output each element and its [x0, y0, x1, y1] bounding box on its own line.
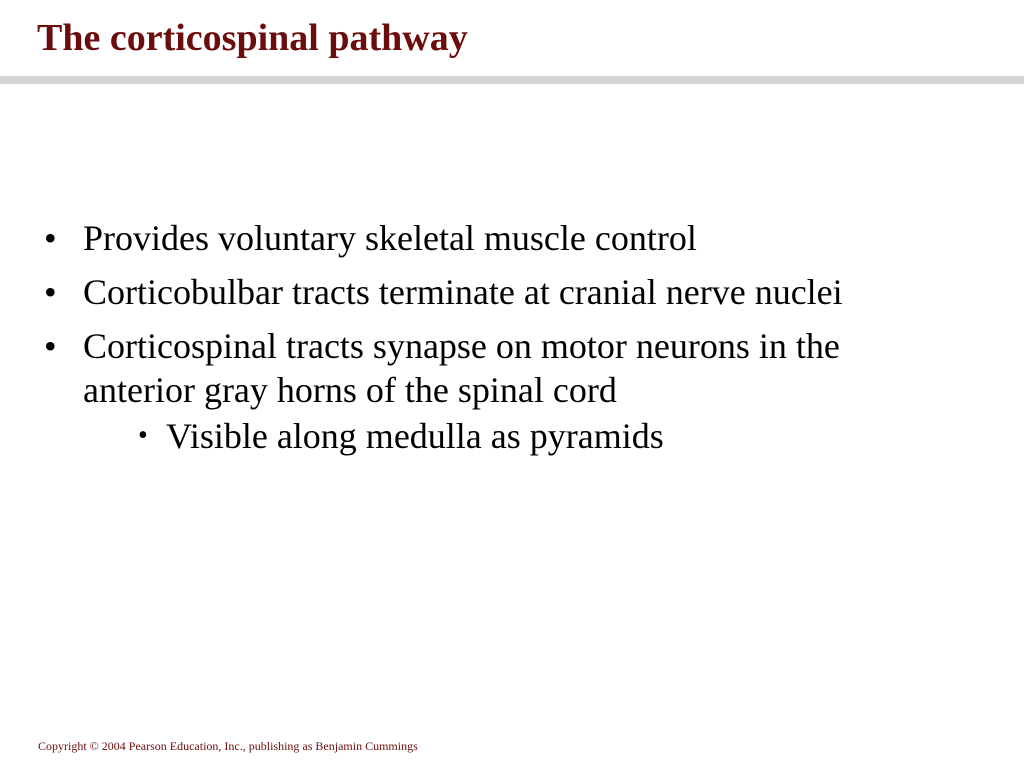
bullet-text: Corticospinal tracts synapse on motor neurons in the anterior gray horns of the spinal cord: [83, 326, 840, 410]
bullet-item: [44, 216, 904, 260]
copyright-footer: Copyright © 2004 Pearson Education, Inc., publishing as Benjamin Cummings: [38, 739, 418, 753]
bullet-list: [44, 216, 904, 468]
slide-title: The corticospinal pathway: [37, 17, 468, 59]
bullet-item: [44, 324, 904, 458]
bullet-text: Provides voluntary skeletal muscle control: [83, 218, 697, 258]
bullet-marker: •: [44, 272, 57, 312]
bullet-text: Corticobulbar tracts terminate at cranial nerve nuclei: [83, 272, 843, 312]
title-divider: [0, 76, 1024, 84]
sub-bullet-item: [138, 414, 904, 458]
bullet-marker: •: [44, 326, 57, 366]
sub-bullet-marker: •: [138, 420, 148, 451]
bullet-item: [44, 270, 904, 314]
bullet-marker: •: [44, 218, 57, 258]
sub-bullet-text: Visible along medulla as pyramids: [166, 416, 664, 456]
